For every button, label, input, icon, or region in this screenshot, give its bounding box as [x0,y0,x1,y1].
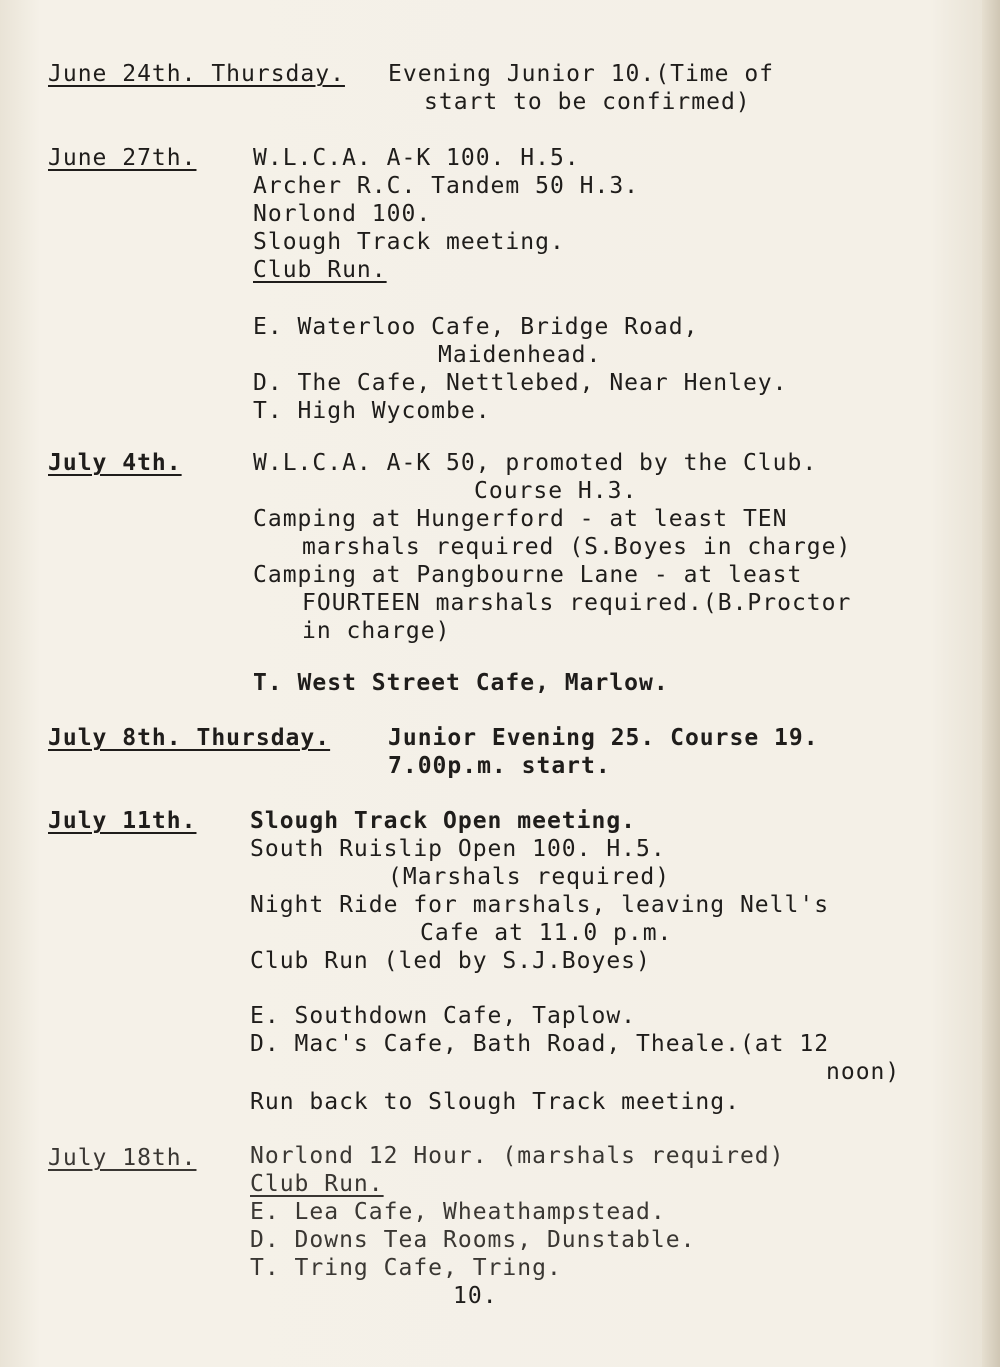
entry-line: Norlond 100. [253,201,432,227]
entry-line: E. Southdown Cafe, Taplow. [250,1003,637,1029]
entry-line: T. Tring Cafe, Tring. [250,1255,562,1281]
entry-line: Run back to Slough Track meeting. [250,1089,740,1115]
entry-line: Camping at Pangbourne Lane - at least [253,562,803,588]
entry-line: FOURTEEN marshals required.(B.Proctor [302,590,852,616]
entry-line: Club Run (led by S.J.Boyes) [250,948,651,974]
entry-line: E. Waterloo Cafe, Bridge Road, [253,314,699,340]
entry-line: Cafe at 11.0 p.m. [420,920,673,946]
entry-line: marshals required (S.Boyes in charge) [302,534,852,560]
entry-line: Archer R.C. Tandem 50 H.3. [253,173,640,199]
entry-line: Norlond 12 Hour. (marshals required) [250,1143,785,1169]
page-number: 10. [453,1283,498,1309]
entry-line: 7.00p.m. start. [388,753,611,779]
entry-line: in charge) [302,618,451,644]
entry-date-june-24: June 24th. Thursday. [48,61,345,87]
entry-date-july-18: July 18th. [48,1145,197,1171]
entry-line: Slough Track meeting. [253,229,565,255]
entry-date-july-8: July 8th. Thursday. [48,725,331,751]
entry-line: Slough Track Open meeting. [250,808,637,834]
page-gutter [982,0,1000,1367]
entry-line: Night Ride for marshals, leaving Nell's [250,892,830,918]
entry-date-june-27: June 27th. [48,145,197,171]
entry-date-july-11: July 11th. [48,808,197,834]
entry-line: Evening Junior 10.(Time of [388,61,775,87]
entry-line: T. West Street Cafe, Marlow. [253,670,669,696]
entry-line: South Ruislip Open 100. H.5. [250,836,666,862]
entry-date-july-4: July 4th. [48,450,182,476]
entry-line: E. Lea Cafe, Wheathampstead. [250,1199,666,1225]
entry-line: W.L.C.A. A-K 50, promoted by the Club. [253,450,818,476]
entry-line: W.L.C.A. A-K 100. H.5. [253,145,580,171]
entry-line: Junior Evening 25. Course 19. [388,725,819,751]
entry-line: start to be confirmed) [424,89,751,115]
club-run-heading: Club Run. [250,1171,384,1197]
entry-line: Maidenhead. [438,342,602,368]
entry-line: noon) [826,1059,901,1085]
entry-line: D. Downs Tea Rooms, Dunstable. [250,1227,696,1253]
entry-line: Camping at Hungerford - at least TEN [253,506,788,532]
entry-line: D. Mac's Cafe, Bath Road, Theale.(at 12 [250,1031,830,1057]
entry-line: T. High Wycombe. [253,398,491,424]
entry-line: Course H.3. [474,478,638,504]
entry-line: D. The Cafe, Nettlebed, Near Henley. [253,370,788,396]
entry-line: (Marshals required) [388,864,671,890]
club-run-heading: Club Run. [253,257,387,283]
